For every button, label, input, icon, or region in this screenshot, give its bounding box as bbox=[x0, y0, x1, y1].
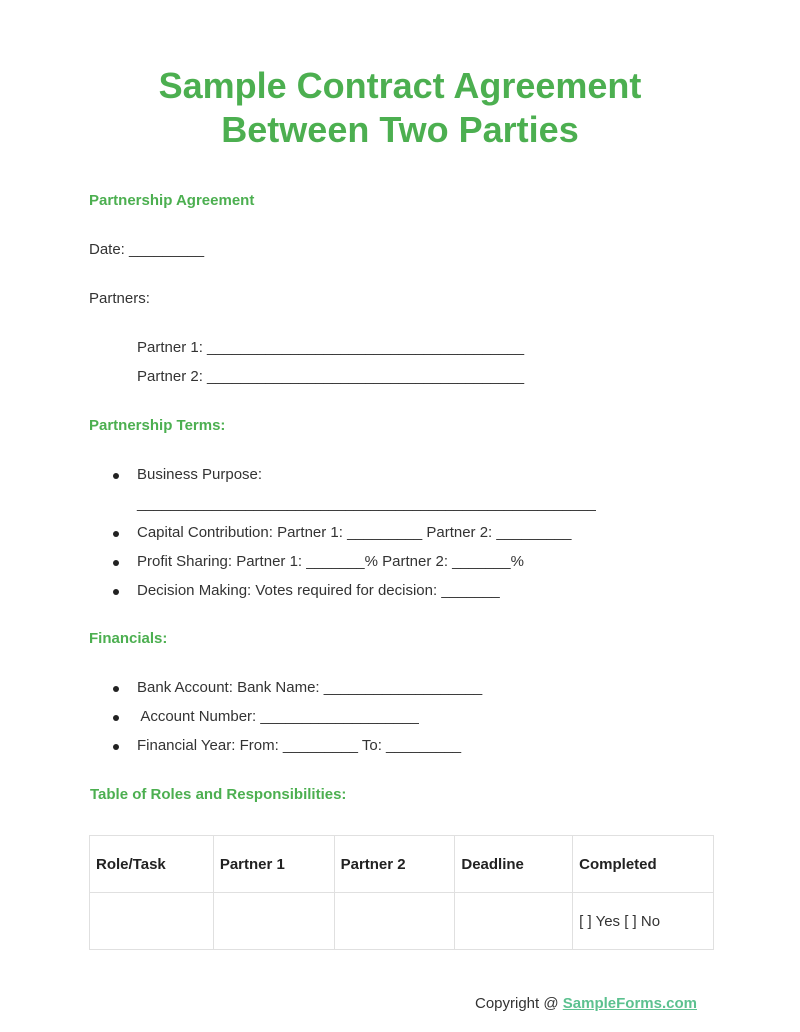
cell-partner-1 bbox=[213, 893, 334, 950]
document-title bbox=[0, 64, 800, 152]
bullet-icon bbox=[113, 589, 119, 595]
column-header-role-task: Role/Task bbox=[90, 836, 214, 893]
heading-financials: Financials: bbox=[89, 630, 168, 647]
financial-year-item: Financial Year: From: _________ To: _________ bbox=[137, 737, 462, 754]
footer-copyright bbox=[475, 994, 697, 1014]
bullet-icon bbox=[113, 531, 119, 537]
roles-table bbox=[89, 835, 714, 950]
column-header-deadline: Deadline bbox=[455, 836, 573, 893]
profit-sharing-item: Profit Sharing: Partner 1: _______% Partner 2: _______% bbox=[137, 553, 524, 570]
decision-making-item: Decision Making: Votes required for decision: _______ bbox=[137, 582, 500, 599]
column-header-partner-1: Partner 1 bbox=[213, 836, 334, 893]
cell-completed: [ ] Yes [ ] No bbox=[573, 893, 714, 950]
bullet-icon bbox=[113, 744, 119, 750]
date-field: Date: _________ bbox=[89, 241, 205, 258]
account-number-item: Account Number: ___________________ bbox=[137, 708, 419, 725]
cell-partner-2 bbox=[334, 893, 455, 950]
table-header-row bbox=[90, 836, 714, 893]
partner-2-field: Partner 2: ______________________________________ bbox=[137, 368, 525, 385]
bullet-icon bbox=[113, 473, 119, 479]
bank-account-item: Bank Account: Bank Name: ___________________ bbox=[137, 679, 483, 696]
bullet-icon bbox=[113, 560, 119, 566]
title-line-2: Between Two Parties bbox=[221, 109, 579, 150]
business-purpose-label: Business Purpose: bbox=[137, 466, 263, 483]
heading-partnership-terms: Partnership Terms: bbox=[89, 417, 226, 434]
partner-1-field: Partner 1: ______________________________________ bbox=[137, 339, 525, 356]
cell-role-task bbox=[90, 893, 214, 950]
business-purpose-blank: _______________________________________________________ bbox=[137, 495, 596, 512]
table-row bbox=[90, 893, 714, 950]
copyright-text: Copyright @ bbox=[475, 995, 563, 1012]
column-header-partner-2: Partner 2 bbox=[334, 836, 455, 893]
title-line-1: Sample Contract Agreement bbox=[158, 65, 642, 106]
bullet-icon bbox=[113, 715, 119, 721]
brand-link[interactable]: SampleForms.com bbox=[562, 995, 697, 1012]
partners-label: Partners: bbox=[89, 290, 150, 307]
bullet-icon bbox=[113, 686, 119, 692]
column-header-completed: Completed bbox=[573, 836, 714, 893]
heading-roles-table: Table of Roles and Responsibilities: bbox=[90, 786, 347, 803]
capital-contribution-item: Capital Contribution: Partner 1: _________ Partner 2: _________ bbox=[137, 524, 572, 541]
heading-partnership-agreement: Partnership Agreement bbox=[89, 192, 255, 209]
cell-deadline bbox=[455, 893, 573, 950]
